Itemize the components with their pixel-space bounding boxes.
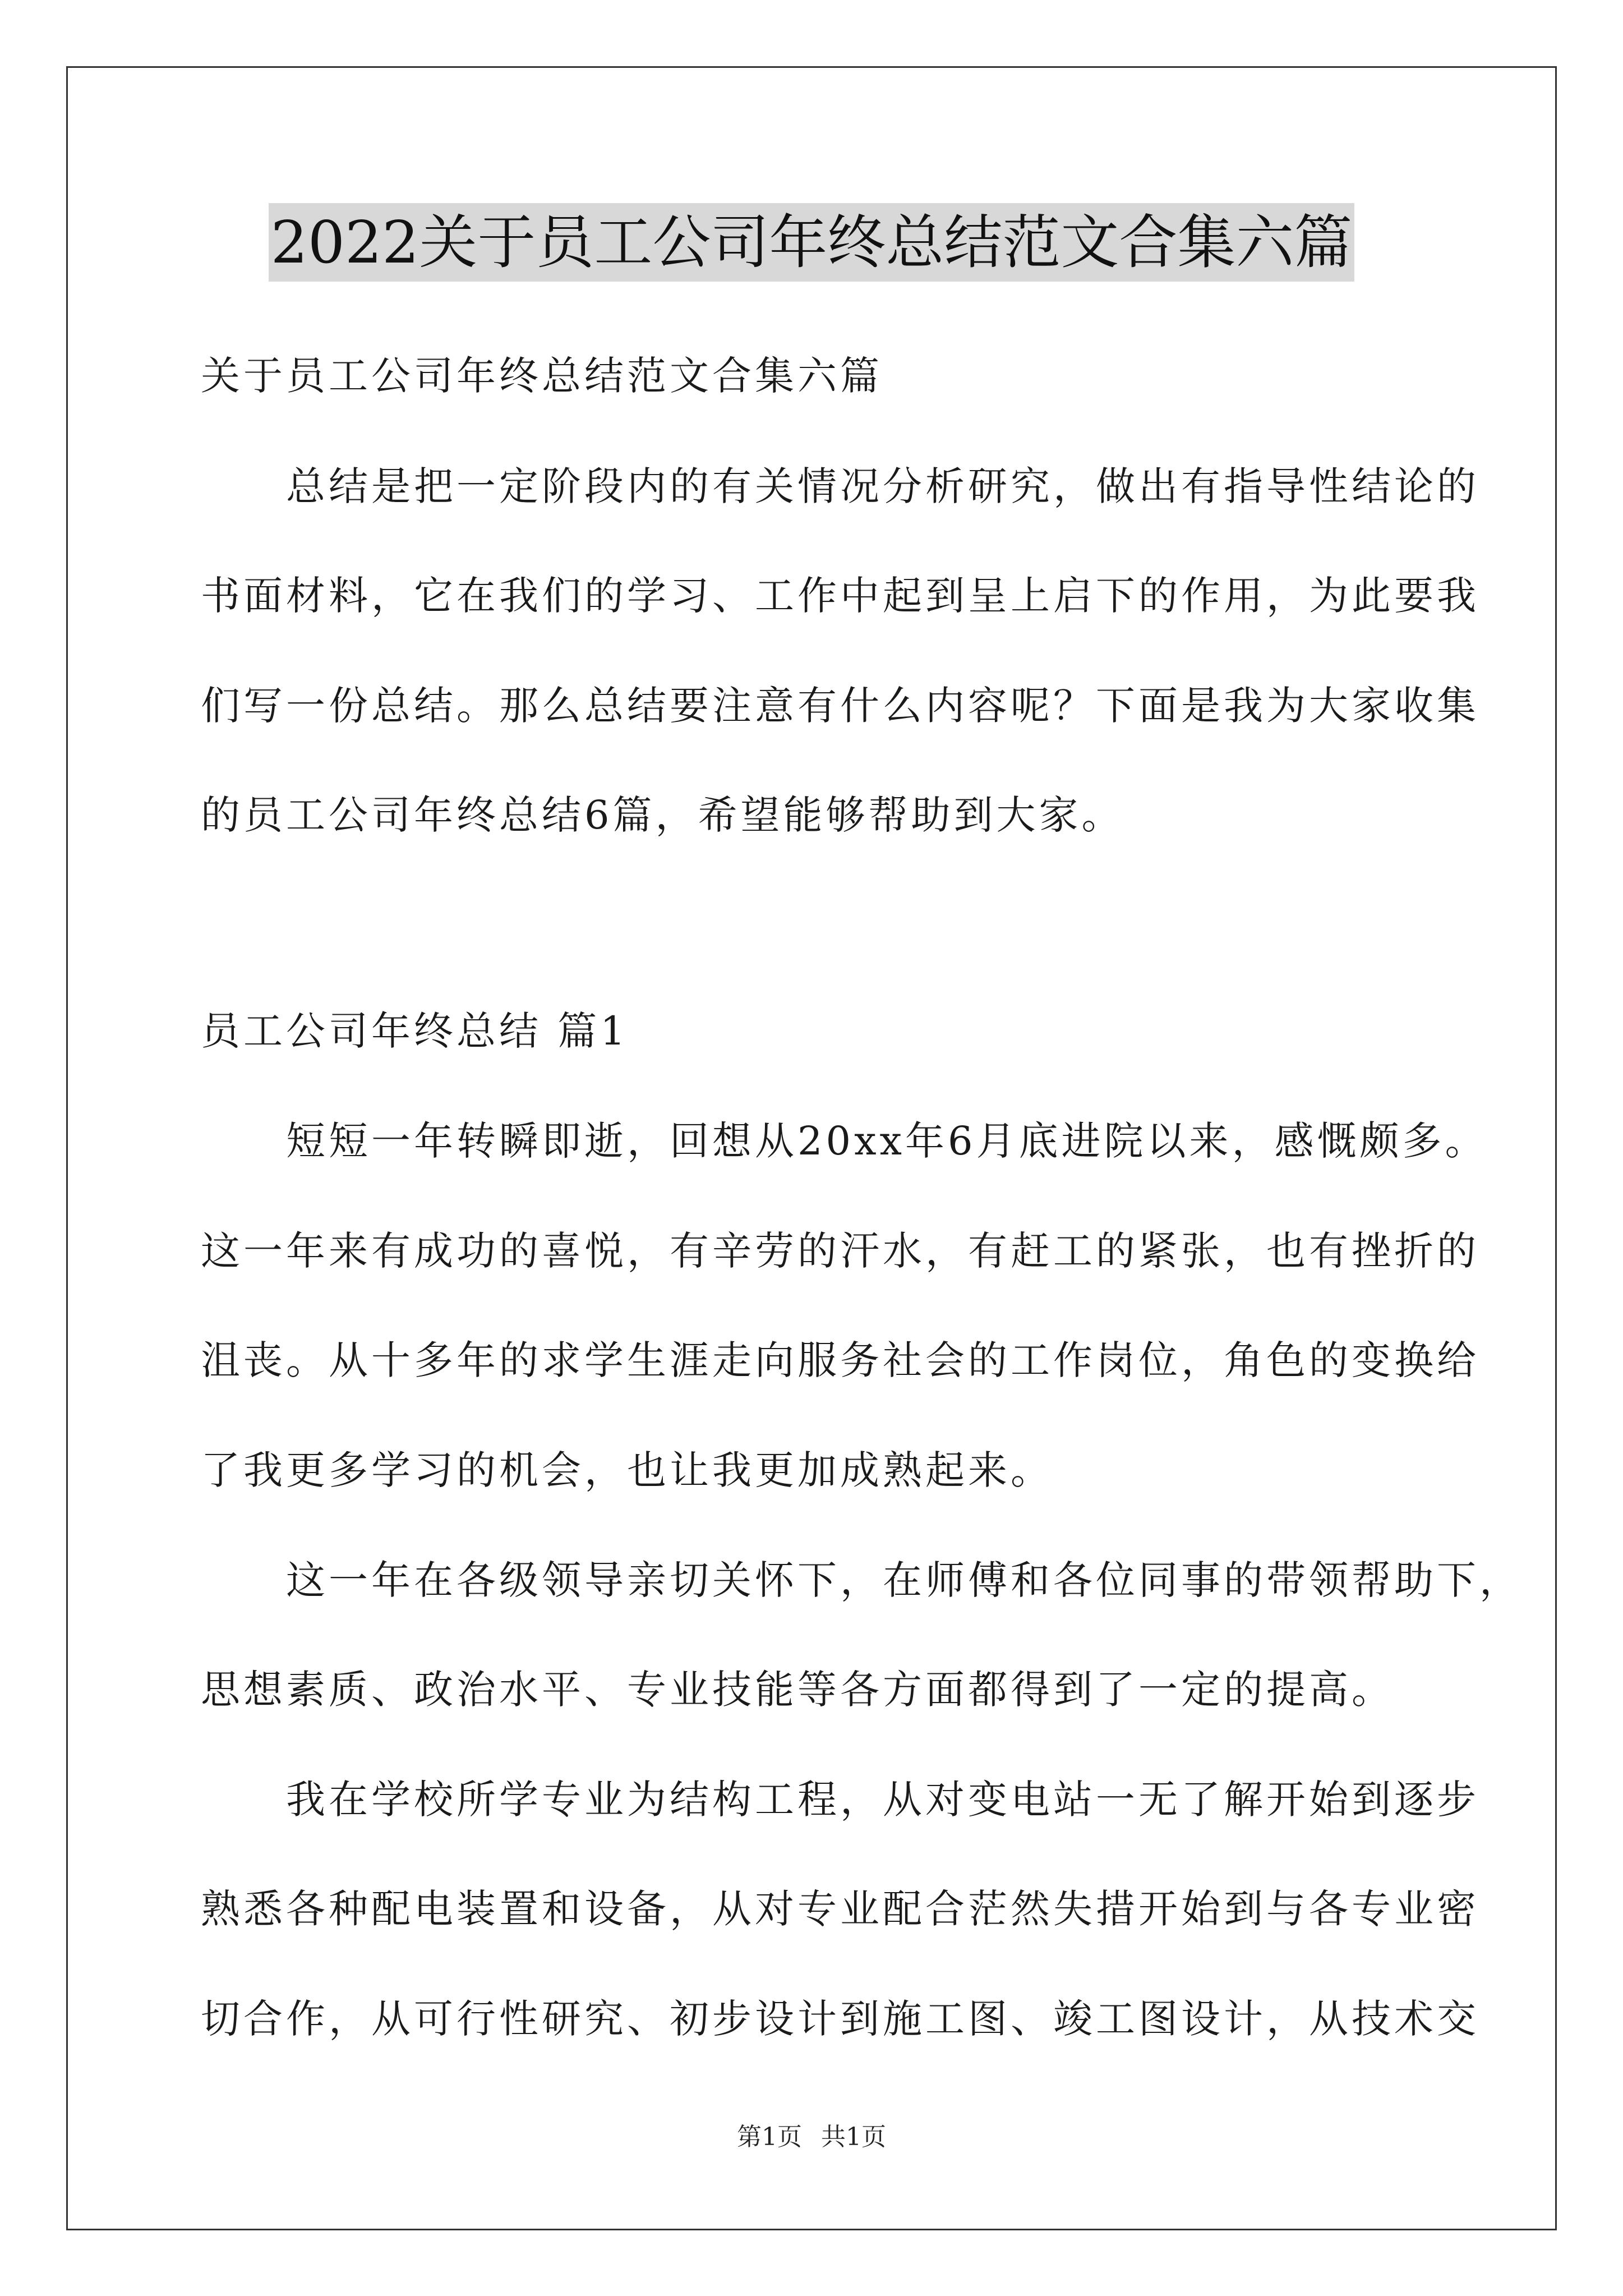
body-line: 了我更多学习的机会，也让我更加成熟起来。 — [201, 1447, 1053, 1493]
body-line: 们写一份总结。那么总结要注意有什么内容呢？下面是我为大家收集 — [201, 683, 1479, 729]
body-line: 思想素质、政治水平、专业技能等各方面都得到了一定的提高。 — [201, 1667, 1394, 1713]
page-number: 第1页 — [737, 2123, 802, 2151]
body-line: 的员工公司年终总结6篇，希望能够帮助到大家。 — [201, 792, 1124, 838]
body-line: 总结是把一定阶段内的有关情况分析研究，做出有指导性结论的 — [201, 463, 1479, 509]
page-total: 共1页 — [821, 2123, 886, 2151]
body-line: 这一年来有成功的喜悦，有辛劳的汗水，有赶工的紧张，也有挫折的 — [201, 1228, 1479, 1274]
body-line: 切合作，从可行性研究、初步设计到施工图、竣工图设计，从技术交 — [201, 1996, 1479, 2042]
body-line: 短短一年转瞬即逝，回想从20xx年6月底进院以来，感慨颇多。 — [201, 1118, 1488, 1164]
body-line: 沮丧。从十多年的求学生涯走向服务社会的工作岗位，角色的变换给 — [201, 1337, 1479, 1383]
title-container — [0, 203, 1623, 282]
body-line: 我在学校所学专业为结构工程，从对变电站一无了解开始到逐步 — [201, 1777, 1479, 1823]
body-line: 这一年在各级领导亲切关怀下，在师傅和各位同事的带领帮助下， — [201, 1557, 1522, 1603]
body-line: 熟悉各种配电装置和设备，从对专业配合茫然失措开始到与各专业密 — [201, 1886, 1479, 1932]
body-line: 书面材料，它在我们的学习、工作中起到呈上启下的作用，为此要我 — [201, 573, 1479, 619]
subtitle-line: 关于员工公司年终总结范文合集六篇 — [201, 353, 883, 399]
page-footer — [0, 2120, 1623, 2154]
document-title: 2022关于员工公司年终总结范文合集六篇 — [269, 203, 1355, 282]
section-heading: 员工公司年终总结 篇1 — [201, 1008, 629, 1054]
